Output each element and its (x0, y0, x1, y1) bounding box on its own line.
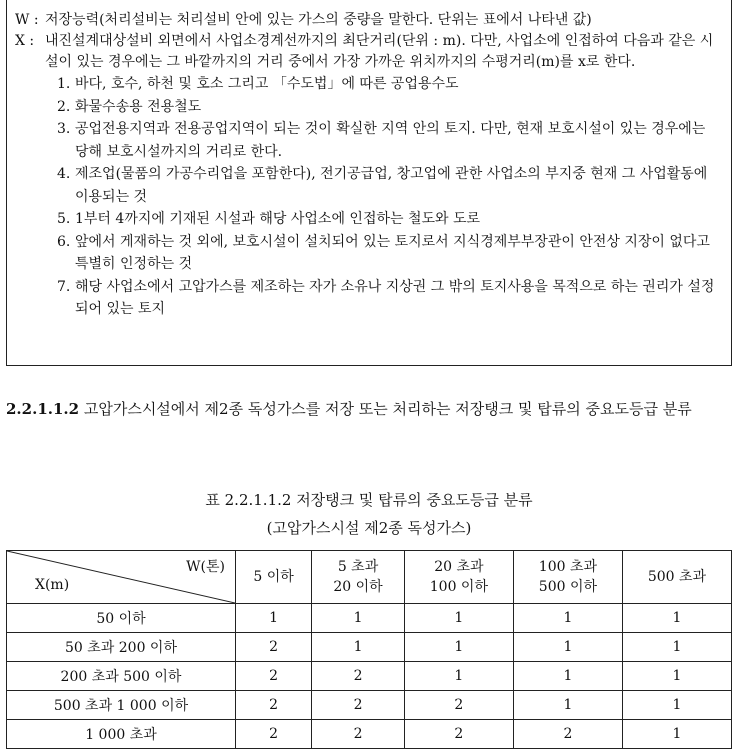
section-title: 고압가스시설에서 제2종 독성가스를 저장 또는 처리하는 저장탱크 및 탑류의 중요도등급 분류 (83, 400, 692, 418)
corner-header-cell (7, 551, 236, 604)
table-row (7, 662, 732, 691)
definition-x (15, 31, 721, 73)
table-header-row (7, 551, 732, 604)
definition-w-text: 저장능력(처리설비는 처리설비 안에 있는 가스의 중량을 말한다. 단위는 표에서 나타낸 값) (45, 12, 592, 28)
adjacent-facility-list (57, 73, 721, 321)
definitions-box (6, 0, 732, 366)
grade-cell: 1 (404, 662, 513, 691)
table-row (7, 720, 732, 749)
grade-cell: 2 (513, 720, 622, 749)
section-number: 2.2.1.1.2 (6, 400, 80, 418)
list-item: 4. 제조업(물품의 가공수리업을 포함한다), 전기공급업, 창고업에 관한 사업소의 부지중 현재 그 사업활동에 이용되는 것 (57, 166, 708, 205)
grade-cell: 2 (236, 662, 312, 691)
column-header: 5 초과 20 이하 (312, 551, 405, 604)
grade-cell: 2 (312, 691, 405, 720)
grade-cell: 1 (312, 604, 405, 633)
table-caption: 표 2.2.1.1.2 저장탱크 및 탑류의 중요도등급 분류 (205, 491, 533, 509)
column-header: 100 초과 500 이하 (513, 551, 622, 604)
grade-cell: 1 (513, 691, 622, 720)
grade-cell: 1 (622, 662, 731, 691)
list-item: 5. 1부터 4까지에 기재된 시설과 해당 사업소에 인접하는 철도와 도로 (57, 211, 481, 227)
grade-cell: 1 (622, 691, 731, 720)
row-label: 50 이하 (7, 604, 236, 633)
grade-cell: 2 (312, 662, 405, 691)
list-item: 7. 해당 사업소에서 고압가스를 제조하는 자가 소유나 지상권 그 밖의 토지사용을 목적으로 하는 권리가 설정되어 있는 토지 (57, 278, 715, 317)
definition-x-text: 내진설계대상설비 외면에서 사업소경계선까지의 최단거리(단위 : m). 다만, 사업소에 인접하여 다음과 같은 시설이 있는 경우에는 그 바깥까지의 거리 중에서 가장 가까운 위치까지의 수평거리(m)를 x로 한다. (45, 33, 714, 70)
list-item: 6. 앞에서 게재하는 것 외에, 보호시설이 설치되어 있는 토지로서 지식경제부부장관이 안전상 지장이 없다고 특별히 인정하는 것 (57, 233, 710, 272)
grade-cell: 1 (513, 604, 622, 633)
row-label: 1 000 초과 (7, 720, 236, 749)
importance-grade-table (6, 550, 732, 749)
grade-cell: 1 (513, 662, 622, 691)
column-header: 5 이하 (236, 551, 312, 604)
table-row (7, 691, 732, 720)
definition-w (15, 10, 721, 31)
grade-cell: 1 (404, 604, 513, 633)
grade-cell: 1 (236, 604, 312, 633)
grade-cell: 2 (236, 633, 312, 662)
grade-cell: 1 (513, 633, 622, 662)
grade-cell: 1 (622, 720, 731, 749)
table-row (7, 604, 732, 633)
grade-cell: 1 (622, 633, 731, 662)
row-label: 50 초과 200 이하 (7, 633, 236, 662)
grade-cell: 2 (404, 720, 513, 749)
table-row (7, 633, 732, 662)
grade-cell: 2 (236, 691, 312, 720)
table-subcaption: (고압가스시설 제2종 독성가스) (266, 519, 472, 537)
grade-cell: 2 (312, 720, 405, 749)
list-item: 1. 바다, 호수, 하천 및 호소 그리고 「수도법」에 따른 공업용수도 (57, 76, 459, 92)
column-header: 20 초과 100 이하 (404, 551, 513, 604)
grade-cell: 1 (404, 633, 513, 662)
row-label: 500 초과 1 000 이하 (7, 691, 236, 720)
list-item: 2. 화물수송용 전용철도 (57, 98, 202, 115)
grade-cell: 1 (312, 633, 405, 662)
definition-x-key: X : (15, 33, 35, 49)
grade-cell: 2 (236, 720, 312, 749)
row-label: 200 초과 500 이하 (7, 662, 236, 691)
x-axis-label: X(m) (35, 577, 70, 593)
grade-cell: 2 (404, 691, 513, 720)
section-heading (6, 396, 732, 422)
list-item: 3. 공업전용지역과 전용공업지역이 되는 것이 확실한 지역 안의 토지. 다만, 현재 보호시설이 있는 경우에는 당해 보호시설까지의 거리로 한다. (57, 121, 706, 160)
grade-cell: 1 (622, 604, 731, 633)
definition-w-key: W : (15, 12, 39, 28)
w-axis-label: W(톤) (186, 559, 225, 575)
column-header: 500 초과 (622, 551, 731, 604)
